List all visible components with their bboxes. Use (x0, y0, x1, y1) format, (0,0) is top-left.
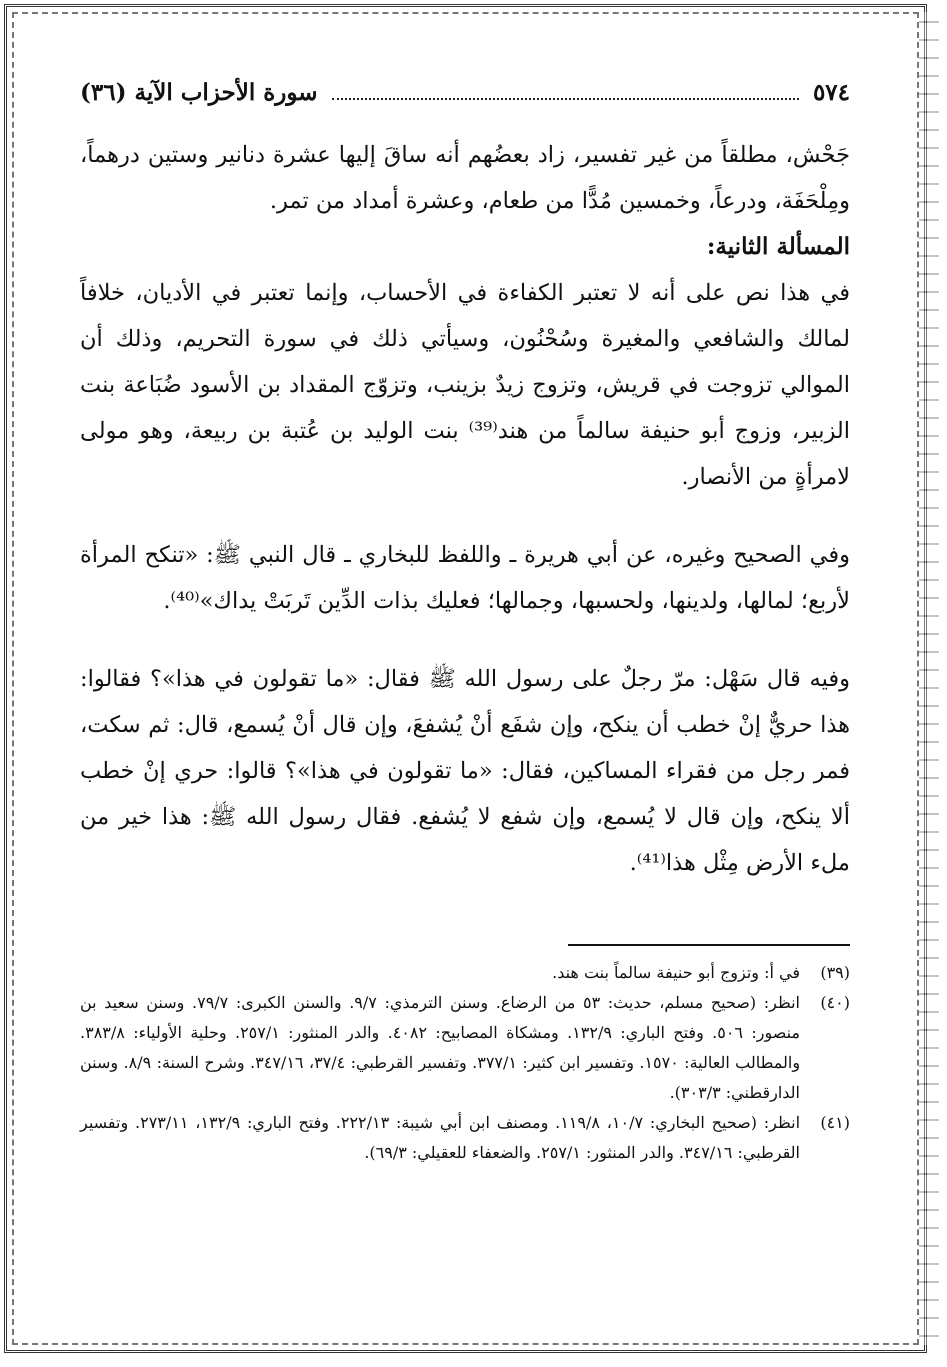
page-content (80, 72, 850, 1332)
paragraph-gap (80, 624, 850, 656)
running-header (80, 72, 850, 112)
footnote-text: في أ: وتزوج أبو حنيفة سالماً بنت هند. (552, 963, 800, 982)
running-title: سورة الأحزاب الآية (٣٦) (80, 78, 318, 106)
page-number: ٥٧٤ (812, 78, 850, 106)
decorative-side-border (919, 12, 939, 1345)
footnote-number: (٤٠) (820, 993, 850, 1012)
footnotes (80, 958, 850, 1168)
header-dotted-leader (332, 84, 799, 100)
footnote (80, 988, 850, 1108)
footnote-number: (٤١) (820, 1113, 850, 1132)
footnote (80, 958, 850, 988)
footnote-number: (٣٩) (820, 963, 850, 982)
footnote-separator (568, 944, 850, 946)
footnote-text: انظر: (صحيح مسلم، حديث: ٥٣ من الرضاع. وسنن الترمذي: ٩/٧. والسنن الكبرى: ٧٩/٧. وسنن سعيد بن منصور: ٥٠٦. وفتح الباري: ١٣٢/٩. ومشكاة المصابيح: ٤٠٨٢. والدر المنثور: ٢٥٧/١. وحلية الأولياء: ٣٨٣/٨. والمطالب العالية: ١٥٧٠. وتفسير ابن كثير: ٣٧٧/١. وتفسير القرطبي: ٣٧/٤، ٣٤٧/١٦. وشرح السنة: ٨/٩. وسنن الدارقطني: ٣٠٣/٣). (80, 993, 801, 1102)
footnote-text: انظر: (صحيح البخاري: ١٠/٧، ١١٩/٨. ومصنف ابن أبي شيبة: ٢٢٢/١٣. وفتح الباري: ١٣٢/٩، ٢٧٣/١١. وتفسير القرطبي: ٣٤٧/١٦. والدر المنثور: ٢٥٧/١. والضعفاء للعقيلي: ٦٩/٣). (80, 1113, 801, 1162)
paragraph: جَحْش، مطلقاً من غير تفسير، زاد بعضُهم أنه ساقَ إليها عشرة دنانير وستين درهماً، ومِلْحَفَة، ودرعاً، وخمسين مُدًّا من طعام، وعشرة أمداد من تمر. (80, 142, 850, 214)
paragraph: وفي الصحيح وغيره، عن أبي هريرة ـ واللفظ للبخاري ـ قال النبي ﷺ: «تنكح المرأة لأربع؛ لمالها، ولدينها، ولحسبها، وجمالها؛ فعليك بذات الدِّين تَربَتْ يداك»⁽⁴⁰⁾. (80, 542, 850, 614)
paragraph: في هذا نص على أنه لا تعتبر الكفاءة في الأحساب، وإنما تعتبر في الأديان، خلافاً لمالك والشافعي والمغيرة وسُحْنُون، وسيأتي ذلك في سورة التحريم، وذلك أن الموالي تزوجت في قريش، وتزوج زيدٌ بزينب، وتزوّج المقداد بن الأسود ضُبَاعة بنت الزبير، وزوج أبو حنيفة سالماً من هند⁽³⁹⁾ بنت الوليد بن عُتبة بن ربيعة، وهو مولى لامرأةٍ من الأنصار. (80, 280, 850, 490)
paragraph-gap (80, 500, 850, 532)
paragraph: وفيه قال سَهْل: مرّ رجلٌ على رسول الله ﷺ فقال: «ما تقولون في هذا»؟ فقالوا: هذا حريٌّ إنْ خطب أن ينكح، وإن شفَع أنْ يُشفعَ، وإن قال أنْ يُسمع، قال: ثم سكت، فمر رجل من فقراء المساكين، فقال: «ما تقولون في هذا»؟ قالوا: حري إنْ خطب ألا ينكح، وإن قال لا يُسمع، وإن شفع لا يُشفع. فقال رسول الله ﷺ: هذا خير من ملء الأرض مِثْل هذا⁽⁴¹⁾. (80, 666, 850, 876)
footnote (80, 1108, 850, 1168)
section-heading: المسألة الثانية: (706, 233, 850, 260)
main-text (80, 132, 850, 886)
